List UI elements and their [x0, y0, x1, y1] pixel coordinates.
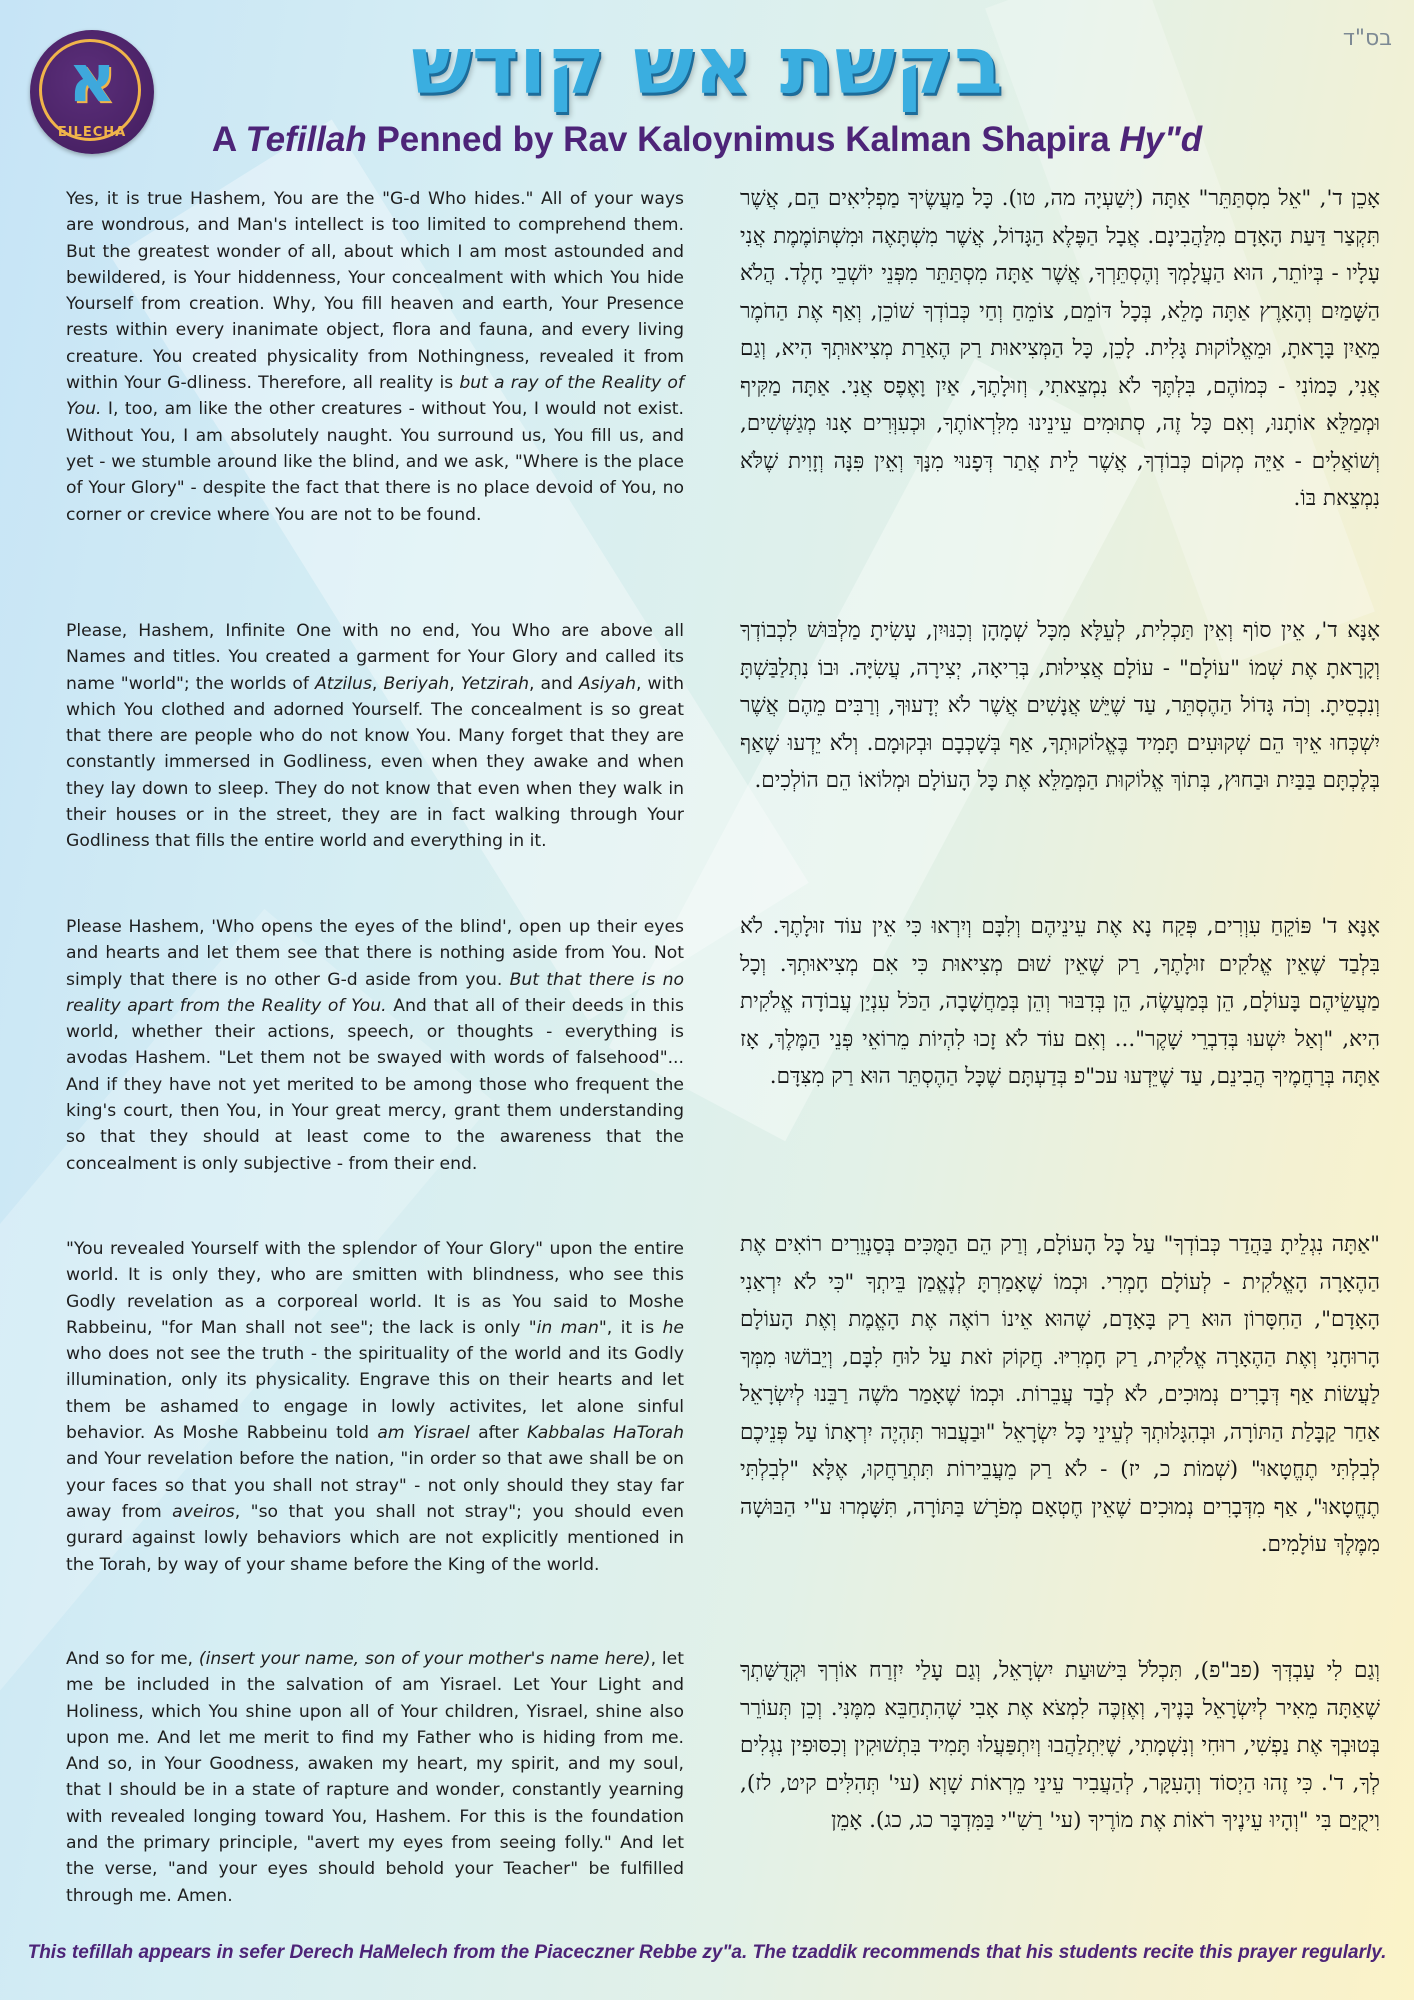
footer-note: This tefillah appears in sefer Derech HaMelech from the Piaceczner Rebbe zy"a. The tzaddik recommends that his students recite this prayer regularly.: [27, 1942, 1387, 1963]
english-paragraph: [66, 1236, 684, 1578]
text-run: And that all of their deeds in this world, whether their actions, speech, or thoughts - everything is avodas Hashem. "Let them not be swayed with words of falsehood"... And if they have not yet merited to be among those who frequent the king's court, then You, in Your great mercy, grant them understanding so that they should at least come to the awareness that the concealment is only subjective - from their end.: [66, 995, 684, 1174]
english-section-3: [66, 914, 684, 1177]
english-section-2: [66, 618, 684, 855]
page-subtitle: [0, 120, 1414, 160]
text-run: ,: [449, 673, 461, 694]
text-run: , let me be included in the salvation of am Yisrael. Let Your Light and Holiness, which You shine upon all of Your children, Yisrael, shine also upon me. And let me merit to find my Father who is hiding from me. And so, in Your Goodness, awaken my heart, my spirit, and my soul, that I should be in a state of rapture and wonder, constantly yearning with revealed longing toward You, Hashem. For this is the foundation and the primary principle, "avert my eyes from seeing folly." And let the verse, "and your eyes should behold your Teacher" be fulfilled through me. Amen.: [66, 1649, 684, 1906]
text-run-italic: but a ray of the Reality of You.: [66, 373, 684, 420]
hebrew-section-3: [740, 908, 1380, 1096]
text-run: after: [469, 1423, 528, 1444]
text-run: who does not see the truth - the spirituality of the world and its Godly illumination, only its physicality. Engrave this on their hearts and let them be ashamed to engage in lowly activites, let alone sinful behavior. As Moshe Rabbeinu told: [66, 1344, 684, 1444]
subtitle-tefillah: Tefillah: [245, 120, 367, 159]
hebrew-section-2: [740, 612, 1380, 800]
hebrew-paragraph: "אַתָּה נִגְלֵיתָ בַּהֲדַר כְּבוֹדְךָ" עַל כָּל הָעוֹלָם, וְרַק הֵם הַמֻּכִּים בְּסַנְוֵרִים רוֹאִים אֶת הַהֶאָרָה הָאֱלֹקִית - לְעוֹלָם חָמְרִי. וּכְמוֹ שֶׁאָמַרְתָּ לְנֶאֱמַן בֵּיתְךָ "כִּי לֹא יִרְאַנִי הָאָדָם", הַחִסָּרוֹן הוּא רַק בָּאָדָם, שֶׁהוּא אֵינוֹ רוֹאֶה אֶת הָאֱמֶת וְאֶת הָעוֹלָם הָרוּחָנִי וְאֶת הַהֶאָרָה אֱלֹקִית, רַק חָמְרִיּוּ. חֲקוֹק זֹאת עַל לוּחַ לִבָּם, וְיֵבוֹשׁוּ מִמְּךָ לַעֲשׂוֹת אַף דְּבָרִים נְמוּכִים, לֹא לְבַד עֲבֵרוֹת. וּכְמוֹ שֶׁאָמַר מֹשֶׁה רַבֵּנוּ לְיִשְׂרָאֵל אַחַר קַבָּלַת הַתּוֹרָה, וּבְהִגָּלוּתְךָ לְעֵינֵי כָּל יִשְׂרָאֵל "וּבַעֲבוּר תִּהְיֶה יִרְאָתוֹ עַל פְּנֵיכֶם לְבִלְתִּי תֶחֱטָאוּ" (שְׁמוֹת כ, יז) - לֹא רַק מֵעֲבֵירוֹת תִּתְרַחֲקוּ, אֶלָּא "לְבִלְתִּי תֶחֱטָאוּ", אַף מִדְּבָרִים נְמוּכִים שֶׁאֵין חֶטְאָם מְפֹרָשׁ בַּתּוֹרָה, תִּשָּׁמְרוּ ע"י הַבּוּשָׁה מִמֶּלֶךְ עוֹלָמִים.: [740, 1232, 1380, 1557]
text-run: and Your revelation before the nation, "in order so that awe shall be on your faces so that you shall not stray" - not only should they stay far away from: [66, 1449, 684, 1522]
text-run: , it is: [606, 1317, 663, 1338]
hebrew-paragraph: וְגַם לִי עַבְדְּךָ (פב"פ), תִּכְלֹל בִּישׁוּעַת יִשְׂרָאֵל, וְגַם עָלַי יִזְרַח אוֹרְךָ וּקְדֻשָּׁתְךָ שֶׁאַתָּה מֵאִיר לְיִשְׂרָאֵל בָּנֶיךָ, וְאֶזְכֶּה לִמְצֹא אֶת אָבִי שֶׁהִתְחַבֵּא מִמֶּנִּי. וְכֵן תְּעוֹרֵר בְּטוּבְךָ אֶת נַפְשִׁי, רוּחִי וְנִשְׁמָתִי, שֶׁיִּתְלַהֲבוּ וְיִתְפַּעֲלוּ תָּמִיד בִּתְשׁוּקִין וְכִסּוּפִין נִגְלִים לְךָ, ד'. כִּי זֶהוּ הַיְסוֹד וְהָעִקָּר, לְהַעֲבִיר עֵינַי מֵרְאוֹת שָׁוְא (עי' תְּהִלִּים קיט, לז), וִיקֻיַּם בִּי "וְהָיוּ עֵינֶיךָ רֹאוֹת אֶת מוֹרֶיךָ (עי' רַשִׁ"י בַּמִּדְבָּר כג, כג). אָמֵן: [740, 1658, 1380, 1833]
hebrew-section-1: [740, 180, 1380, 518]
text-run-italic: he: [662, 1317, 684, 1338]
page-title: בקשת אש קודש: [411, 19, 1003, 112]
hebrew-paragraph: אָכֵן ד', "אֵל מִסְתַּתֵּר" אַתָּה (יְשַׁעְיָה מה, טו). כָּל מַעֲשֶׂיךָ מַפְלִיאִים הֵם, אֲשֶׁר תִּקְצַר דַּעַת הָאָדָם מִלַּהֲבִינָם. אֲבָל הַפֶּלֶא הַגָּדוֹל, אֲשֶׁר מִשְׁתָּאֶה וּמִשְׁתּוֹמֶמֶת אֲנִי עָלָיו - בְּיוֹתֵר, הוּא הַעֲלָמְךָ וְהֶסְתֵּרְךָ, אֲשֶׁר אַתָּה מִסְתַּתֵּר מִפְּנֵי יוֹשְׁבֵי חָלֶד. הֲלֹא הַשָּׁמַיִם וְהָאָרֶץ אַתָּה מָלֵא, בְּכָל דּוֹמֵם, צוֹמֵחַ וְחַי כְּבוֹדְךָ שׁוֹכֵן, וְאַף אֶת הַחֹמֶר מֵאַיִן בָּרָאתָ, וּמֵאֱלוֹקוּת גָּלִית. לָכֵן, כָּל הַמְּצִיאוּת רַק הֶאָרַת מְצִיאוּתְךָ הִיא, וְגַם אֲנִי, כָּמוֹנִי - כְּמוֹהֶם, בִּלְתֶּךָ לֹא נִמְצֵאתִי, וְזוּלָתֶךָ, אַיִן וָאֶפֶס אֲנִי. אַתָּה מַקִּיף וּמְמַלֵּא אוֹתָנוּ, וְאִם כָּל זֶה, סְתוּמִים עֵינֵינוּ מִלִּרְאוֹתֶךָ, וּכְעִוְּרִים אָנוּ מְגַשְּׁשִׁים, וְשׁוֹאֲלִים - אַיֵּה מְקוֹם כְּבוֹדְךָ, אֲשֶׁר לֵית אֲתַר דְּפָנוּי מִנָּךְ וְאֵין פִּנָּה וְזָוִית שֶׁלֹּא נִמְצֵאת בּוֹ.: [740, 186, 1380, 511]
english-paragraph: [66, 186, 684, 528]
english-paragraph: [66, 618, 684, 855]
english-section-4: [66, 1236, 684, 1578]
text-run: I, too, am like the other creatures - without You, I would not exist. Without You, I am absolutely naught. You surround us, You fill us, and yet - we stumble around like the blind, and we ask, "Where is the place of Your Glory" - despite the fact that there is no place devoid of You, no corner or crevice where You are not to be found.: [66, 399, 684, 525]
aleph-icon: א: [67, 40, 117, 117]
text-run-italic: Kabbalas HaTorah: [527, 1423, 684, 1444]
text-run: Please Hashem, 'Who opens the eyes of the blind', open up their eyes and hearts and let them see that there is nothing aside from You. Not simply that there is no other G-d aside from you.: [66, 917, 684, 990]
hebrew-section-5: [740, 1652, 1380, 1840]
text-run-italic: "in man": [528, 1317, 607, 1338]
logo-text: EILECHA: [57, 125, 127, 140]
hebrew-paragraph: אָנָּא ד' פּוֹקֵחַ עִוְרִים, פְּקַח נָא אֶת עֵינֵיהֶם וְלִבָּם וְיִרְאוּ כִּי אֵין עוֹד זוּלָתֶךָ. לֹא בִּלְבַד שֶׁאֵין אֱלֹקִים זוּלָתֶךָ, רַק שֶׁאֵין שׁוּם מְצִיאוּת כִּי אִם מְצִיאוּתְךָ. וְכָל מַעֲשֵׂיהֶם בָּעוֹלָם, הֵן בְּמַעֲשֶׂה, הֵן בְּדִבּוּר וְהֵן בְּמַחֲשָׁבָה, הַכֹּל עִנְיַן עֲבוֹדָה אֱלֹקִית הִיא, "וְאַל יִשְׁעוּ בְּדִבְרֵי שָׁקֶר"... וְאִם עוֹד לֹא זָכוּ לִהְיוֹת מֵרוֹאֵי פְּנֵי הַמֶּלֶךְ, אָז אַתָּה בְּרַחֲמֶיךָ הֲבִינֵם, עַד שֶׁיֵּדְעוּ עכ"פ בְּדַעְתָּם שֶׁכָּל הַהֶסְתֵּר הוּא רַק מִצִּדָּם.: [740, 914, 1380, 1089]
hebrew-paragraph: אָנָּא ד', אֵין סוֹף וְאֵין תַּכְלִית, לְעֵלָּא מִכָּל שְׁמָהָן וְכִנּוּיִן, עָשִׂיתָ מַלְבּוּשׁ לִכְבוֹדְךָ וְקָרָאתָ אֶת שְׁמוֹ "עוֹלָם" - עוֹלָם אֲצִילוּת, בְּרִיאָה, יְצִירָה, עֲשִׂיָּה. וּבוֹ נִתְלַבַּשְׁתָּ וְנִכְסֵיתָ. וְכֹה גָּדוֹל הַהֶסְתֵּר, עַד שֶׁיֵּשׁ אֲנָשִׁים אֲשֶׁר לֹא יְדָעוּךָ, וְרַבִּים מֵהֶם אֲשֶׁר יִשְׁכְּחוּ אֵיךְ הֵם שְׁקוּעִים תָּמִיד בֶּאֱלוֹקוּתְךָ, אַף בְּשָׁכְבָם וּבְקוּמָם. וְלֹא יֵדְעוּ שֶׁאַף בְּלֶכְתָּם בַּבַּיִת וּבַחוּץ, בְּתוֹךְ אֱלוֹקוּת הַמְּמַלֵּא אֶת כָּל הָעוֹלָם וּמְלוֹאוֹ הֵם הוֹלְכִים.: [740, 618, 1380, 793]
text-run: , and: [529, 673, 579, 694]
english-paragraph: [66, 914, 684, 1177]
text-run: Please, Hashem, Infinite One with no end, You Who are above all Names and titles. You created a garment for Your Glory and called its name "world"; the worlds of: [66, 621, 684, 694]
text-run: And so for me,: [66, 1649, 199, 1669]
text-run-italic: am Yisrael: [377, 1423, 470, 1444]
text-run: "You revealed Yourself with the splendor of Your Glory" upon the entire world. It is only they, who are smitten with blindness, who see this Godly revelation as a corporeal world. It is as You said to Moshe Rabbeinu, "for Man shall not see"; the lack is only: [66, 1239, 684, 1338]
text-run-italic: Beriyah: [383, 673, 450, 694]
subtitle-part: A: [211, 120, 246, 159]
hebrew-section-4: [740, 1226, 1380, 1564]
english-paragraph: [66, 1646, 684, 1909]
text-run: ,: [371, 673, 384, 694]
text-run-italic: But that there is no reality apart from the Reality of You.: [66, 969, 685, 1016]
text-run-italic: Asiyah: [578, 673, 636, 694]
subtitle-part: Penned by Rav Kaloynimus Kalman Shapira: [366, 120, 1120, 159]
bsd-label: בס"ד: [1342, 26, 1392, 51]
subtitle-hyd: Hy"d: [1119, 120, 1203, 159]
text-run-italic: (insert your name, son of your mother's name here): [198, 1649, 651, 1669]
text-run: , "so that you shall not stray"; you should even gurard against lowly behaviors which are not explicitly mentioned in the Torah, by way of your shame before the King of the world.: [66, 1501, 685, 1575]
text-run: Yes, it is true Hashem, You are the "G-d Who hides." All of your ways are wondrous, and Man's intellect is too limited to comprehend them. But the greatest wonder of all, about which I am most astounded and bewildered, is Your hiddenness, Your concealment with which You hide Yourself from creation. Why, You fill heaven and earth, Your Presence rests within every inanimate object, flora and fauna, and every living creature. You created physicality from Nothingness, revealed it from within Your G-dliness. Therefore, all reality is: [66, 189, 684, 394]
text-run-italic: Yetzirah: [460, 673, 529, 694]
text-run-italic: aveiros: [172, 1501, 235, 1522]
english-section-5: [66, 1646, 684, 1909]
text-run-italic: Atzilus: [314, 673, 372, 694]
text-run: , with which You clothed and adorned Yourself. The concealment is so great that there are people who do not know You. Many forget that they are constantly immersed in Godliness, even when they awake and when they lay down to sleep. They do not know that even when they walk in their houses or in the street, they are in fact walking through Your Godliness that fills the entire world and everything in it.: [66, 673, 684, 852]
english-section-1: [66, 186, 684, 528]
